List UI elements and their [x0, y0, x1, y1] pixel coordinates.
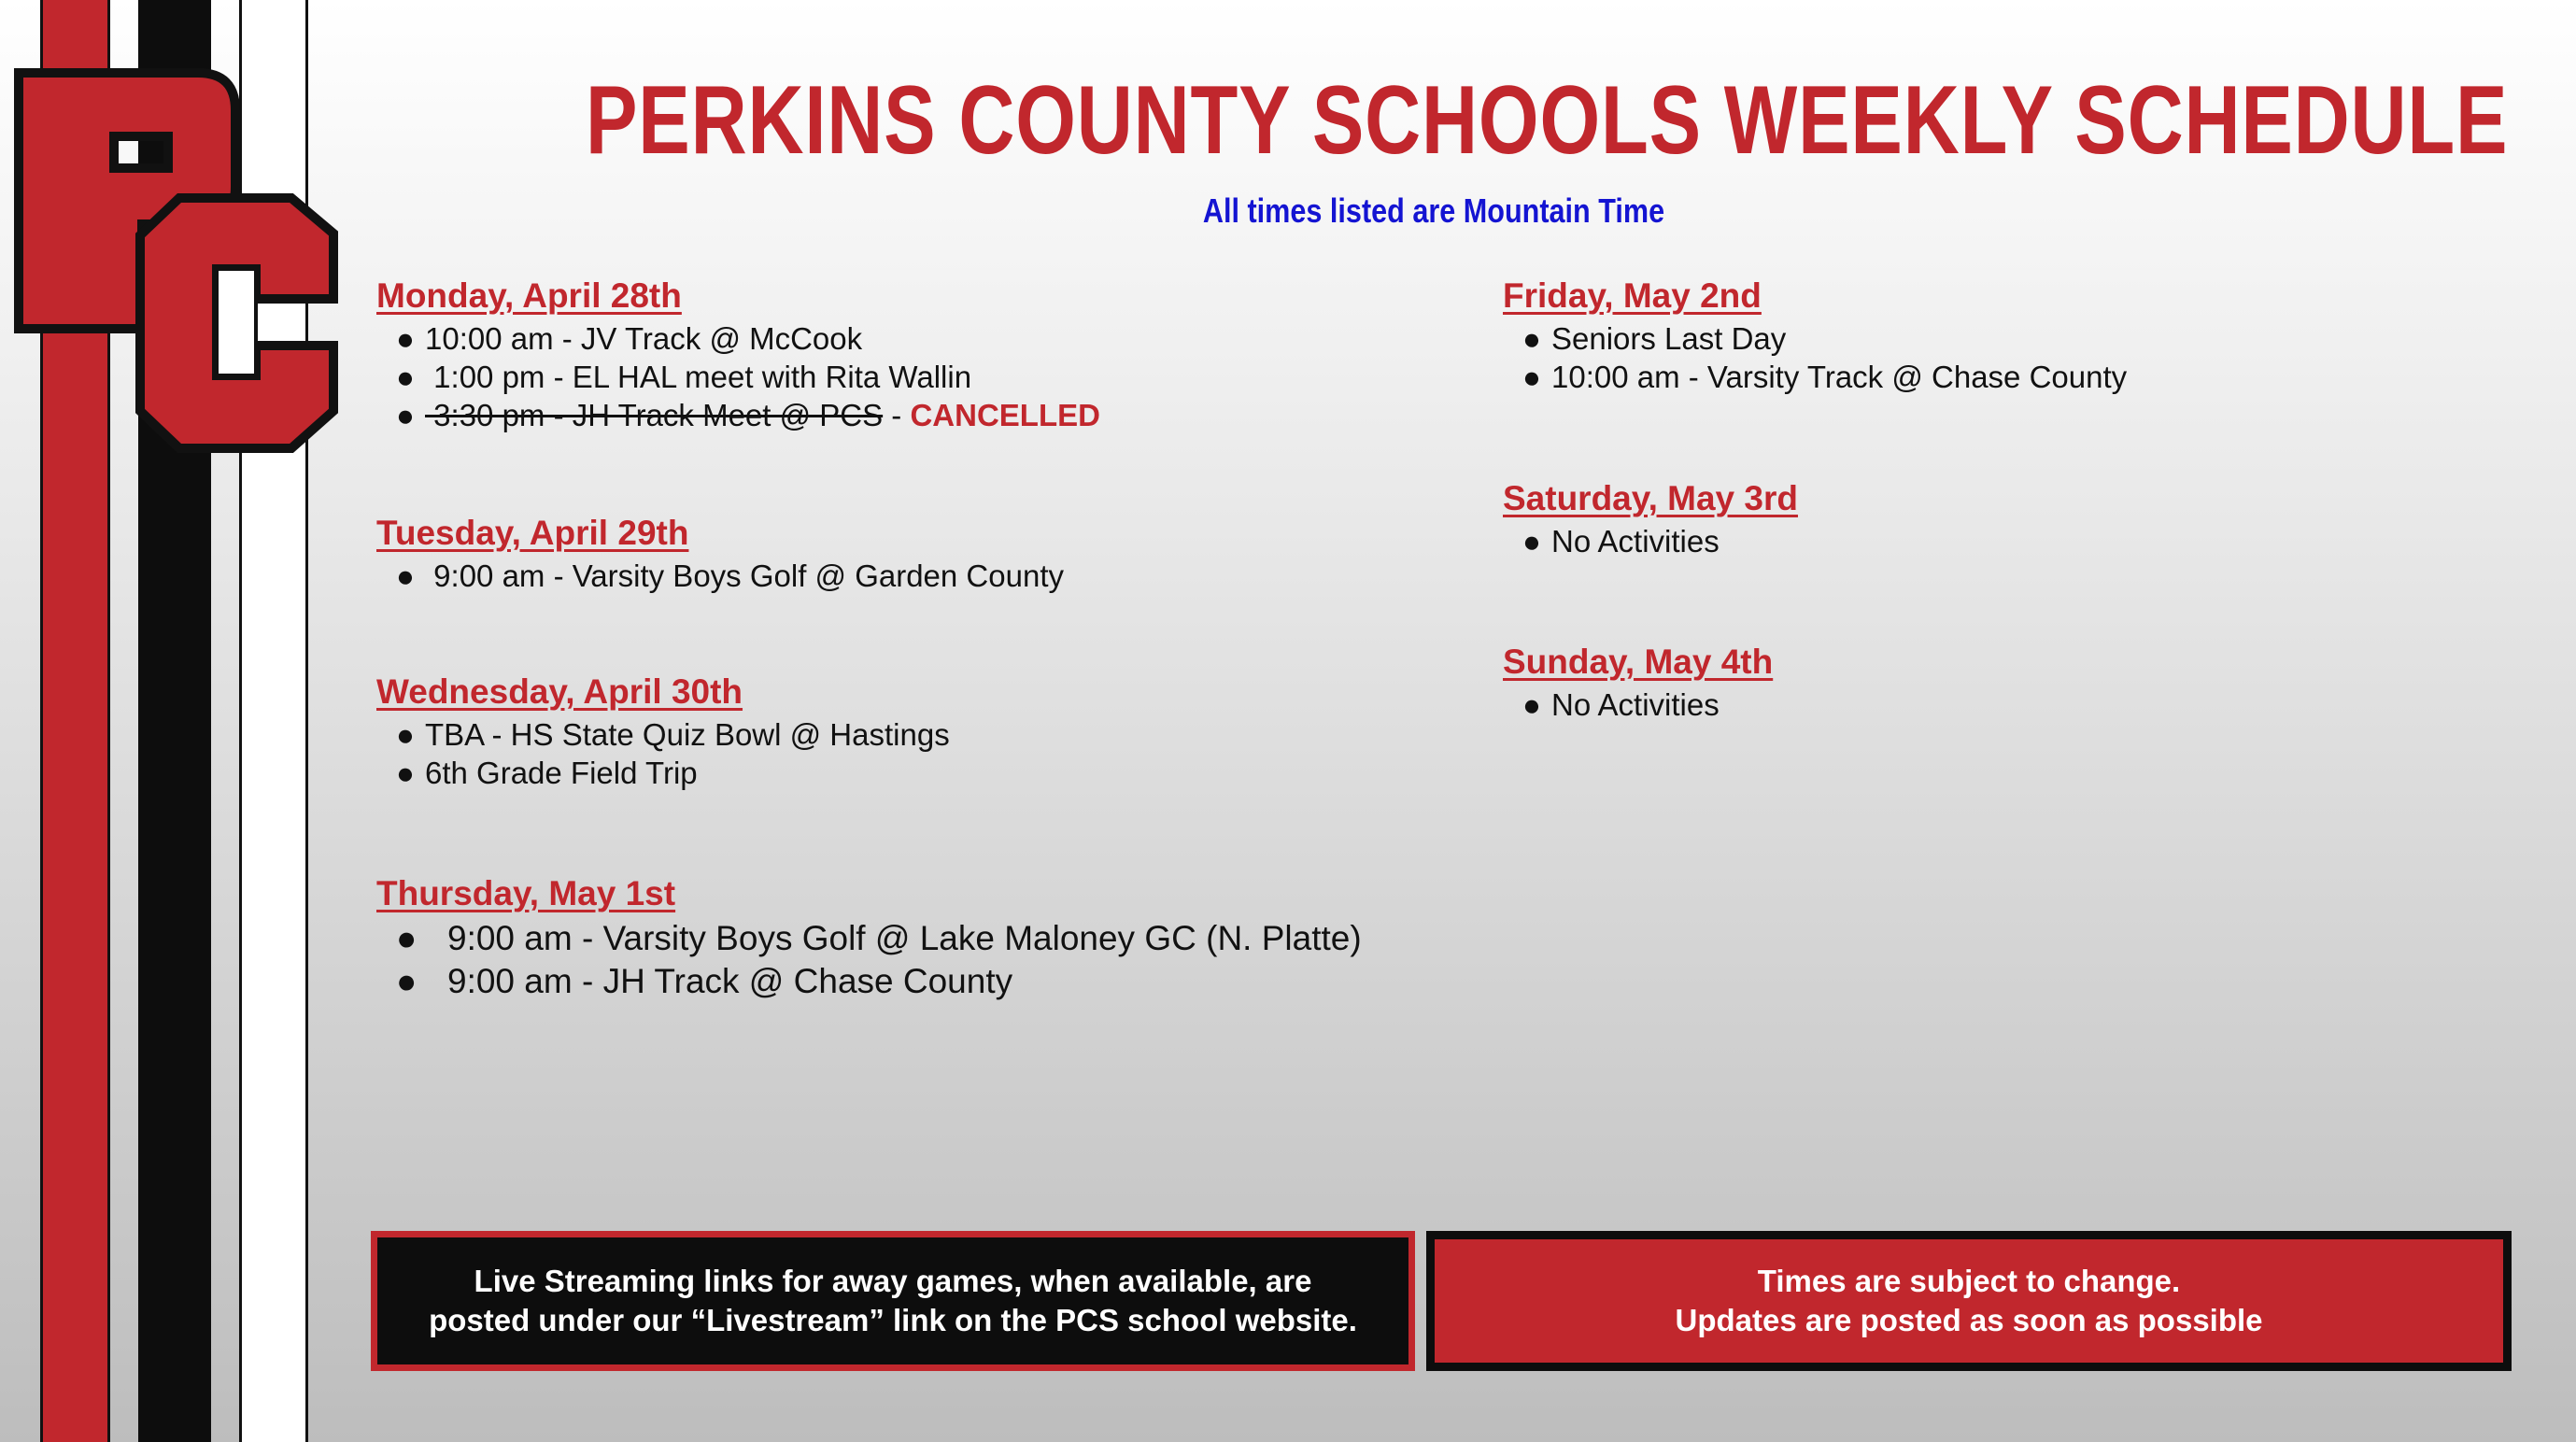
page-title: PERKINS COUNTY SCHOOLS WEEKLY SCHEDULE [586, 66, 2509, 175]
event-item: ● 9:00 am - Varsity Boys Golf @ Garden County [396, 558, 1064, 593]
day-heading: Sunday, May 4th [1503, 643, 1774, 681]
bullet-icon: ● [396, 962, 418, 1000]
day-heading: Tuesday, April 29th [376, 514, 689, 552]
bullet-icon: ● [1522, 321, 1541, 356]
day-heading: Monday, April 28th [376, 276, 682, 315]
day-sunday [1503, 643, 1773, 724]
event-item: ● 1:00 pm - EL HAL meet with Rita Wallin [396, 360, 972, 394]
page-subtitle: All times listed are Mountain Time [1202, 191, 1665, 230]
event-item: ● No Activities [1522, 524, 1720, 558]
day-saturday [1503, 479, 1798, 560]
bullet-icon: ● [396, 919, 418, 957]
schedule-change-notice [1426, 1231, 2512, 1371]
day-heading: Wednesday, April 30th [376, 672, 743, 711]
day-heading: Thursday, May 1st [376, 874, 676, 912]
event-item: ● 10:00 am - JV Track @ McCook [396, 321, 863, 356]
day-heading: Saturday, May 3rd [1503, 479, 1798, 517]
day-thursday [376, 874, 1362, 1003]
livestream-notice [371, 1231, 1415, 1371]
event-item: ● 6th Grade Field Trip [396, 756, 698, 790]
event-item: ● 9:00 am - Varsity Boys Golf @ Lake Maloney GC (N. Platte) [376, 917, 1362, 960]
bullet-icon: ● [396, 398, 415, 432]
day-friday [1503, 276, 2127, 396]
logo-c-inner [217, 269, 256, 375]
day-heading: Friday, May 2nd [1503, 276, 1762, 315]
bullet-icon: ● [396, 321, 415, 356]
pc-logo [11, 65, 340, 458]
livestream-notice-line2: posted under our “Livestream” link on the PCS school website. [429, 1303, 1357, 1337]
change-notice-line1: Times are subject to change. [1757, 1264, 2181, 1298]
livestream-notice-line1: Live Streaming links for away games, when available, are [474, 1264, 1312, 1298]
change-notice-line2: Updates are posted as soon as possible [1675, 1303, 2263, 1337]
bullet-icon: ● [396, 360, 415, 394]
struck-event-text: 3:30 pm - JH Track Meet @ PCS [425, 398, 884, 432]
event-item: ● 9:00 am - JH Track @ Chase County [376, 960, 1362, 1003]
cancelled-badge: CANCELLED [910, 398, 1100, 432]
bullet-icon: ● [1522, 524, 1541, 558]
bullet-icon: ● [1522, 360, 1541, 394]
day-monday [376, 276, 1100, 434]
event-item: ● No Activities [1522, 687, 1720, 722]
event-item: ● Seniors Last Day [1522, 321, 1787, 356]
day-wednesday [376, 672, 950, 792]
bullet-icon: ● [396, 756, 415, 790]
event-item-cancelled: ● 3:30 pm - JH Track Meet @ PCS - CANCELLED [396, 398, 1100, 432]
event-item: ● TBA - HS State Quiz Bowl @ Hastings [396, 717, 950, 752]
bullet-icon: ● [396, 558, 415, 593]
day-tuesday [376, 514, 1064, 595]
event-item: ● 10:00 am - Varsity Track @ Chase County [1522, 360, 2128, 394]
bullet-icon: ● [396, 717, 415, 752]
bullet-icon: ● [1522, 687, 1541, 722]
